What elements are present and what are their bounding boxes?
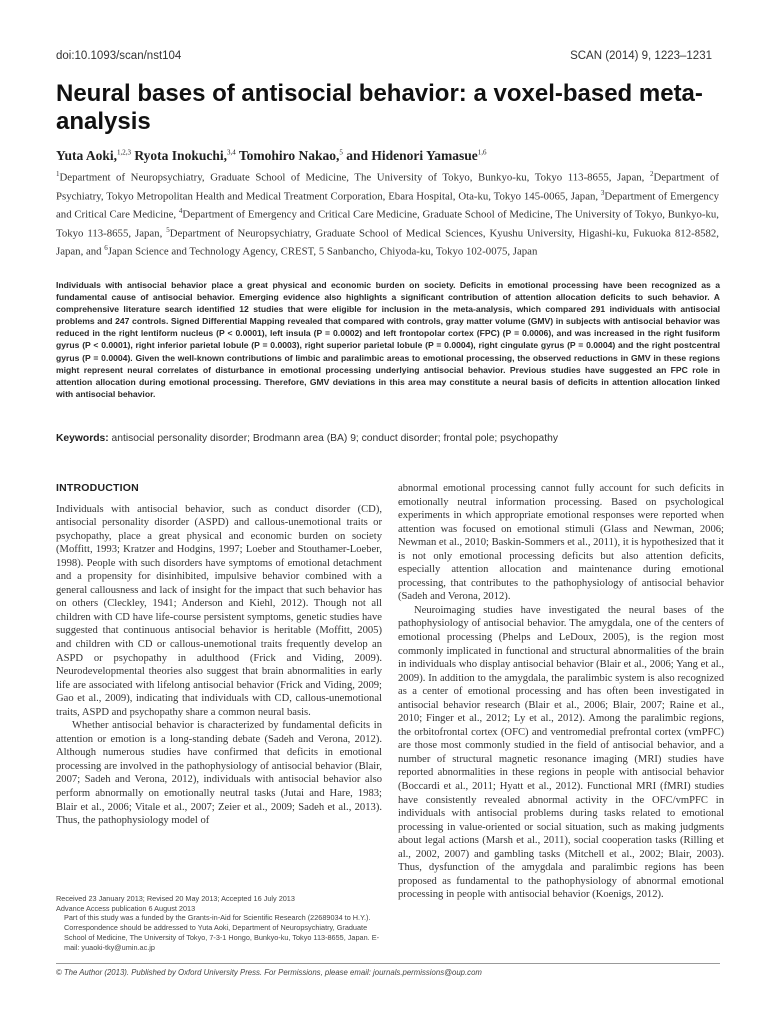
author-name: Yuta Aoki, bbox=[56, 148, 118, 163]
author-name: Tomohiro Nakao, bbox=[238, 148, 340, 163]
affiliation-text: Department of Psychiatry, Tokyo Metropolitan Health and Medical Treatment Corporation, Ebara Hospital, Ota-ku, Tokyo 145-0065, Japan, bbox=[56, 171, 719, 203]
affiliation-text: Department of Neuropsychiatry, Graduate School of Medical Sciences, Kyushu University, Higashi-ku, Fukuoka 812-8582, Japan, and bbox=[56, 227, 719, 258]
affiliation-text: Department of Neuropsychiatry, Graduate School of Medicine, The University of Tokyo, Bunkyo-ku, Tokyo 113-8655, Japan, bbox=[59, 171, 645, 184]
affiliation-text: Department of Emergency and Critical Care Medicine, bbox=[56, 190, 719, 221]
correspondence-note: Correspondence should be addressed to Yuta Aoki, Department of Neuropsychiatry, Graduate School of Medicine, The University of Tokyo, 7-3-1 Hongo, Bunkyo-ku, Tokyo 113-8655, Japan. E-mail: yuaoki-tky@umin.ac.jp bbox=[64, 923, 380, 952]
keywords bbox=[56, 433, 720, 444]
copyright-notice: © The Author (2013). Published by Oxford University Press. For Permissions, please email: journals.permissions@oup.com bbox=[56, 968, 482, 977]
affiliation-text: Japan Science and Technology Agency, CREST, 5 Sanbancho, Chiyoda-ku, Tokyo 102-0075, Japan bbox=[107, 245, 538, 258]
paragraph: abnormal emotional processing cannot fully account for such deficits in emotionally neutral information processing. Based on psychological experiments in which appropriate emotional responses were reported when attention was focused on emotional stimuli (Glass and Newman, 2006; Newman et al., 2010; Baskin-Sommers et al., 2011), it is hypothesized that it is not only emotional processing deficits but also attention deficits, especially attention allocation and maintenance during emotional processing, that contributes to the pathophysiology of antisocial behavior (Sadeh and Verona, 2012). bbox=[398, 483, 724, 603]
paper-title: Neural bases of antisocial behavior: a voxel-based meta-analysis bbox=[56, 80, 703, 135]
author-affiliation-marker: 3,4 bbox=[226, 148, 236, 157]
affiliation-marker: 3 bbox=[600, 188, 605, 197]
keywords-label: Keywords: bbox=[56, 433, 109, 444]
doi-label: doi:10.1093/scan/nst104 bbox=[56, 50, 182, 62]
received-dates: Received 23 January 2013; Revised 20 May 2013; Accepted 16 July 2013 bbox=[56, 894, 295, 903]
paragraph: Individuals with antisocial behavior, such as conduct disorder (CD), antisocial personality disorder (ASPD) and callous-unemotional traits or psychopathy, place a great physical and economic burden on society (Moffitt, 1993; Kratzer and Hodgins, 1997; Loeber and Stouthamer-Loeber, 1998). People with such disorders have symptoms of emotional detachment and a propensity for disinhibited, impulsive behavior combined with a general callousness and lack of insight for the impact that such behavior has on others (Cleckley, 1941; Anderson and Kiehl, 2012). Though not all children with CD have life-course persistent symptoms, genetic studies have suggested that continuous antisocial behavior is heritable (Moffitt, 2005) and children with CD or callous-unemotional traits frequently develop an ASPD or psychopathy in adulthood (Frick and Viding, 2009). Neurodevelopmental theories also suggest that brain abnormalities in early life are associated with lifelong antisocial behavior (Frick and Viding, 2009; Gao et al., 2009), indicating that individuals with CD, callous-unemotional traits, ASPD and psychopathy share a common neural basis. bbox=[56, 503, 382, 718]
paragraph: Whether antisocial behavior is characterized by fundamental deficits in attention or emotion is a long-standing debate (Sadeh and Verona, 2012). Although numerous studies have confirmed that deficits in emotional processing are involved in the pathophysiology of antisocial behavior (Blair, 2007; Sadeh and Verona, 2012), individuals with antisocial behavior also perform abnormally on emotionally neutral tasks (Jutai and Hare, 1983; Blair et al., 2006; Vitale et al., 2007; Zeier et al., 2009; Sadeh et al., 2013). Thus, the pathophysiology model of bbox=[56, 720, 382, 827]
author-name: Ryota Inokuchi, bbox=[134, 148, 227, 163]
advance-access: Advance Access publication 6 August 2013 bbox=[56, 903, 196, 913]
author-list bbox=[56, 148, 716, 164]
author-affiliation-marker: 1,6 bbox=[477, 148, 487, 157]
section-heading-introduction: INTRODUCTION bbox=[56, 482, 139, 494]
author-name: and Hidenori Yamasue bbox=[346, 148, 478, 163]
funding-note: Part of this study was a funded by the Grants-in-Aid for Scientific Research (22689034 to H.Y.). bbox=[64, 913, 371, 923]
author-affiliation-marker: 5 bbox=[339, 148, 343, 157]
keywords-text: antisocial personality disorder; Brodmann area (BA) 9; conduct disorder; frontal pole; psychopathy bbox=[111, 433, 558, 444]
article-footnotes bbox=[56, 894, 382, 952]
footer-rule bbox=[56, 963, 720, 964]
affiliations bbox=[56, 167, 719, 260]
affiliation-marker: 6 bbox=[104, 244, 108, 253]
abstract: Individuals with antisocial behavior place a great physical and economic burden on society. Deficits in emotional processing have been recognized as a fundamental cause of antisocial behavior. Emerging evidence also highlights a significant contribution of attention allocation deficits to such behavior. A comprehensive literature search identified 12 studies that were eligible for inclusion in the meta-analysis, which compared 291 individuals with antisocial problems and 247 controls. Signed Differential Mapping revealed that compared with controls, gray matter volume (GMV) in subjects with antisocial behavior was reduced in the right lentiform nucleus (P < 0.0001), left insula (P = 0.0002) and left frontopolar cortex (FPC) (P = 0.0006), and was increased in the right fusiform gyrus (P < 0.0001), right inferior parietal lobule (P = 0.0003), right superior parietal lobule (P = 0.0004), right cingulate gyrus (P = 0.0004) and the right postcentral gyrus (P = 0.0004). Given the well-known contributions of limbic and paralimbic areas to emotional processing, the observed reductions in GMV in these regions might represent neural correlates of disturbance in emotional processing underlying antisocial behavior. Previous studies have suggested an FPC role in attention allocation during emotional processing. Therefore, GMV deviations in this area may constitute a neural basis of deficits in attention allocation linked with antisocial behavior. bbox=[56, 280, 720, 399]
affiliation-marker: 2 bbox=[649, 170, 654, 178]
paragraph: Neuroimaging studies have investigated the neural bases of the pathophysiology of antisocial behavior. The amygdala, one of the centers of emotional processing (Phelps and LeDoux, 2005), is the region most commonly implicated in functional and structural abnormalities of the brain in individuals who display antisocial behavior (Blair et al., 2006; Yang et al., 2009). In addition to the amygdala, the paralimbic system is also recognized as a center of emotional processing and has often been investigated in antisocial behavior research (Blair et al., 2006; Blair, 2007; Raine et al., 2010; Finger et al., 2012; Ly et al., 2012). Among the paralimbic regions, the orbitofrontal cortex (OFC) and ventromedial prefrontal cortex (vmPFC) are those most commonly studied in the field of antisocial behavior, and a number of structural magnetic resonance imaging (MRI) studies have reported abnormalities in these regions in people with antisocial behavior (Boccardi et al., 2011; Hyatt et al., 2012). Functional MRI (fMRI) studies have consistently revealed abnormal activity in the OFC/vmPFC in individuals with antisocial problems during tasks related to emotional processing in value-oriented or social situation, such as making judgments about legal actions (Marsh et al., 2011), social cooperation tasks (Rilling et al., 2002, 2007) and gambling tasks (Mitchell et al., 2002; Blair, 2003). Thus, dysfunction of the amygdala and paralimbic regions has been proposed as fundamental to the pathophysiology of abnormal emotional processing in people with antisocial behavior (Koenigs, 2012). bbox=[398, 604, 724, 901]
affiliation-marker: 4 bbox=[178, 207, 183, 216]
affiliation-marker: 1 bbox=[56, 170, 60, 178]
author-affiliation-marker: 1,2,3 bbox=[117, 148, 132, 157]
affiliation-text: Department of Emergency and Critical Care Medicine, Graduate School of Medicine, The University of Tokyo, Bunkyo-ku, Tokyo 113-8655, Japan, bbox=[56, 208, 720, 240]
right-column bbox=[398, 482, 724, 902]
left-column bbox=[56, 482, 382, 828]
journal-citation: SCAN (2014) 9, 1223–1231 bbox=[570, 50, 712, 62]
affiliation-marker: 5 bbox=[166, 225, 170, 234]
